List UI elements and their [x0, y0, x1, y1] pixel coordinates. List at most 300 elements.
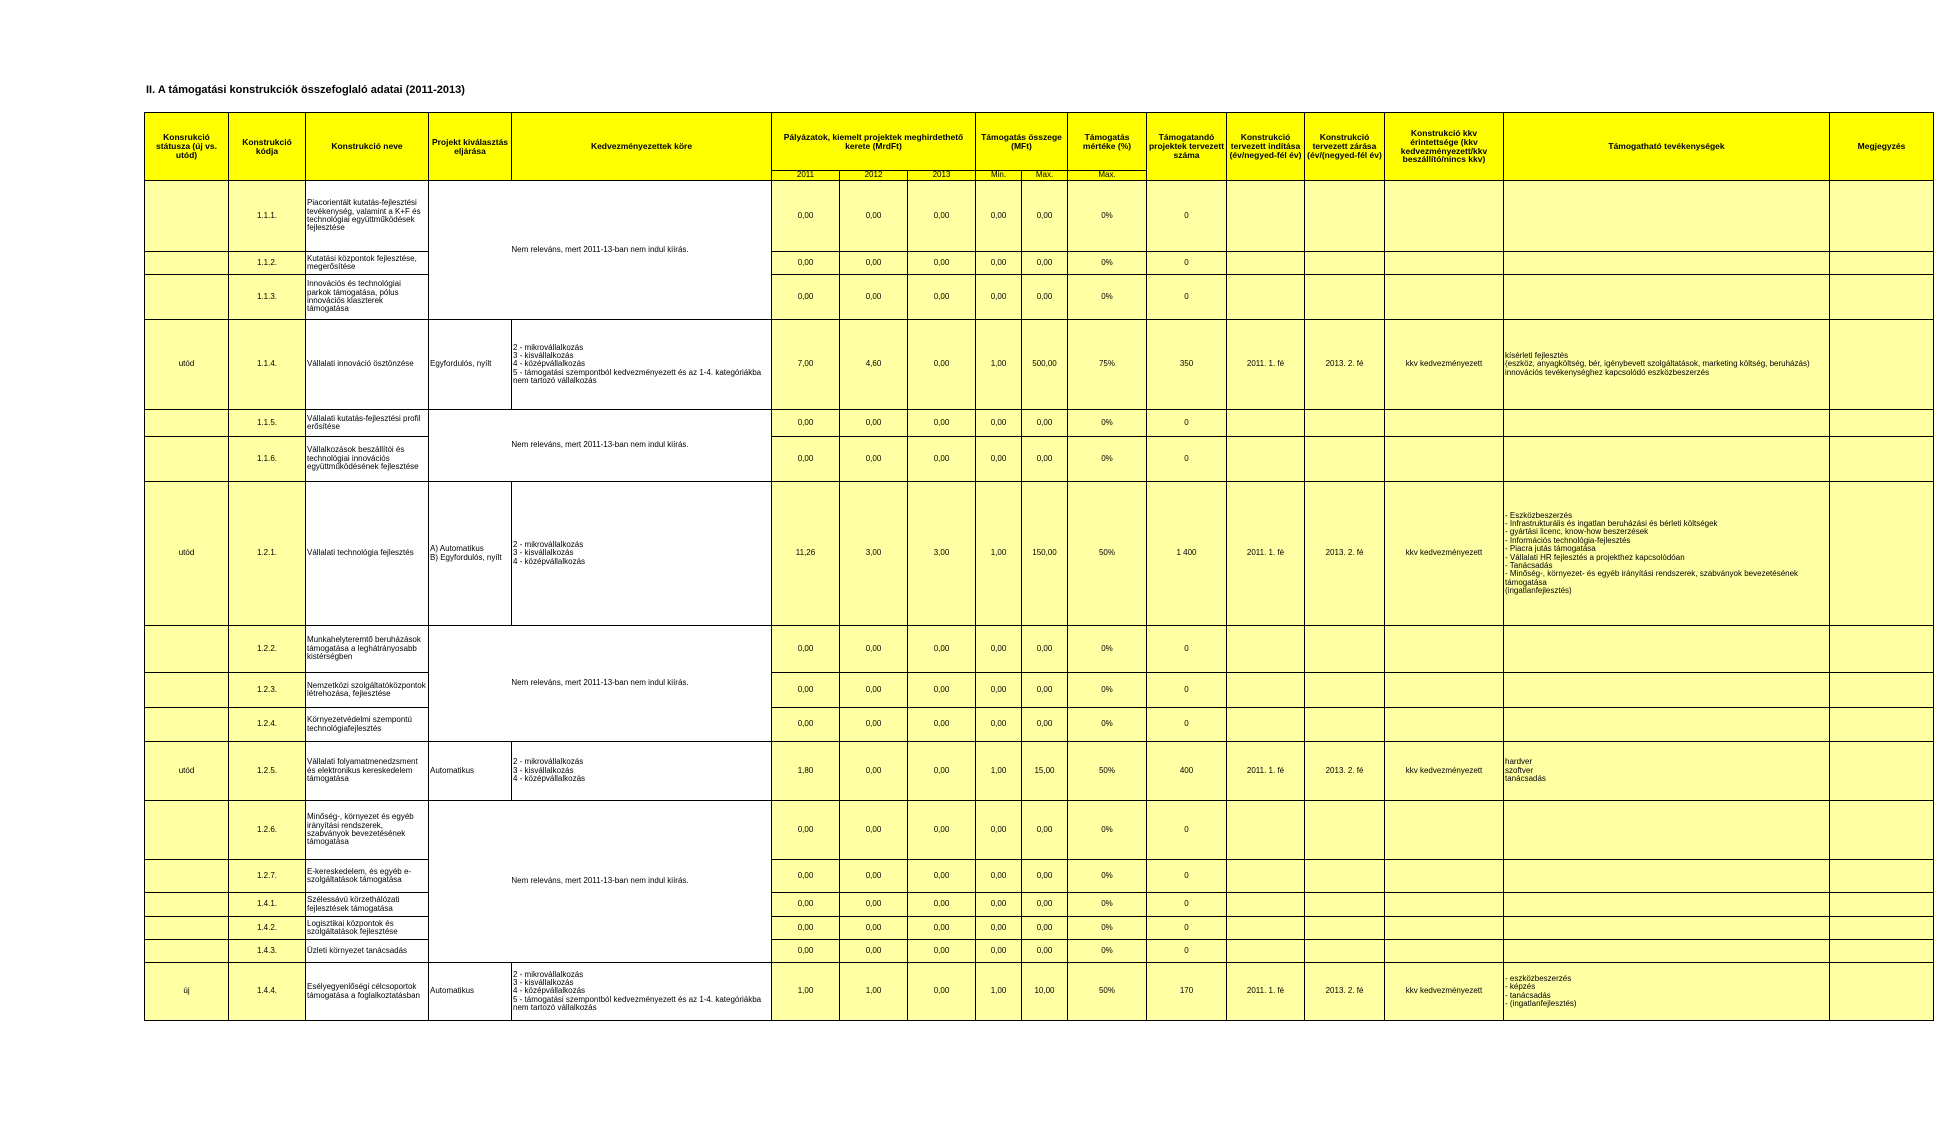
max-amount-cell: 0,00	[1022, 252, 1068, 275]
sme-cell: kkv kedvezményezett	[1385, 482, 1504, 626]
code-cell: 1.1.6.	[229, 437, 306, 482]
status-cell	[145, 801, 229, 860]
notes-cell	[1830, 181, 1934, 252]
header-name: Konstrukció neve	[306, 113, 429, 181]
start-cell: 2011. 1. fé	[1227, 742, 1305, 801]
support-rate-cell: 0%	[1068, 673, 1147, 708]
code-cell: 1.2.1.	[229, 482, 306, 626]
name-cell: Esélyegyenlőségi célcsoportok támogatása a foglalkoztatásban	[306, 963, 429, 1021]
support-rate-cell: 0%	[1068, 181, 1147, 252]
header-sme: Konstrukció kkv érintettsége (kkv kedvezményezett/kkv beszállító/nincs kkv)	[1385, 113, 1504, 181]
name-cell: Piacorientált kutatás-fejlesztési tevékenység, valamint a K+F és technológiai együttműködések fejlesztése	[306, 181, 429, 252]
activities-cell	[1504, 917, 1830, 940]
not-relevant-note: Nem releváns, mert 2011-13-ban nem indul kiírás.	[429, 181, 772, 320]
page-title: II. A támogatási konstrukciók összefoglaló adatai (2011-2013)	[146, 84, 465, 96]
notes-cell	[1830, 860, 1934, 893]
support-rate-cell: 50%	[1068, 963, 1147, 1021]
activities-cell	[1504, 410, 1830, 437]
max-amount-cell: 150,00	[1022, 482, 1068, 626]
budget-2013-cell: 0,00	[908, 860, 976, 893]
support-rate-cell: 75%	[1068, 320, 1147, 410]
max-amount-cell: 0,00	[1022, 275, 1068, 320]
header-start: Konstrukció tervezett indítása (év/negyed-fél év)	[1227, 113, 1305, 181]
header-end: Konstrukció tervezett zárása (év/(negyed-fél év)	[1305, 113, 1385, 181]
status-cell	[145, 410, 229, 437]
sme-cell	[1385, 626, 1504, 673]
table-row	[145, 940, 1934, 963]
notes-cell	[1830, 801, 1934, 860]
projects-count-cell: 0	[1147, 275, 1227, 320]
max-amount-cell: 0,00	[1022, 708, 1068, 742]
max-amount-cell: 0,00	[1022, 860, 1068, 893]
status-cell	[145, 673, 229, 708]
min-amount-cell: 0,00	[976, 860, 1022, 893]
projects-count-cell: 170	[1147, 963, 1227, 1021]
end-cell	[1305, 860, 1385, 893]
start-cell	[1227, 940, 1305, 963]
table-row	[145, 320, 1934, 410]
min-amount-cell: 0,00	[976, 275, 1022, 320]
end-cell: 2013. 2. fé	[1305, 742, 1385, 801]
end-cell	[1305, 181, 1385, 252]
activities-cell	[1504, 252, 1830, 275]
header-beneficiaries: Kedvezményezettek köre	[512, 113, 772, 181]
start-cell	[1227, 860, 1305, 893]
code-cell: 1.1.4.	[229, 320, 306, 410]
start-cell	[1227, 801, 1305, 860]
end-cell	[1305, 893, 1385, 917]
max-amount-cell: 0,00	[1022, 940, 1068, 963]
budget-2012-cell: 0,00	[840, 437, 908, 482]
projects-count-cell: 0	[1147, 893, 1227, 917]
notes-cell	[1830, 742, 1934, 801]
header-projects: Támogatandó projektek tervezett száma	[1147, 113, 1227, 181]
not-relevant-note: Nem releváns, mert 2011-13-ban nem indul kiírás.	[429, 626, 772, 742]
end-cell: 2013. 2. fé	[1305, 963, 1385, 1021]
notes-cell	[1830, 917, 1934, 940]
activities-cell: - Eszközbeszerzés - Infrastrukturális és ingatlan beruházási és bérleti költségek - gyártási licenc, know-how beszerzések - Információs technológia-fejlesztés - Piacra jutás támogatása - Vállalati HR fejlesztés a projekthez kapcsolódóan - Tanácsadás - Minőség-, környezet- és egyéb irányítási rendszerek, szabványok bevezetésének támogatása (ingatlanfejlesztés)	[1504, 482, 1830, 626]
min-amount-cell: 0,00	[976, 940, 1022, 963]
budget-2011-cell: 0,00	[772, 673, 840, 708]
code-cell: 1.2.3.	[229, 673, 306, 708]
budget-2011-cell: 0,00	[772, 181, 840, 252]
header-year-2013: 2013	[908, 171, 976, 181]
budget-2011-cell: 1,00	[772, 963, 840, 1021]
name-cell: Üzleti környezet tanácsadás	[306, 940, 429, 963]
support-rate-cell: 0%	[1068, 708, 1147, 742]
budget-2013-cell: 0,00	[908, 742, 976, 801]
budget-2013-cell: 0,00	[908, 275, 976, 320]
sme-cell	[1385, 708, 1504, 742]
min-amount-cell: 0,00	[976, 410, 1022, 437]
status-cell	[145, 181, 229, 252]
budget-2012-cell: 0,00	[840, 626, 908, 673]
start-cell	[1227, 437, 1305, 482]
code-cell: 1.1.3.	[229, 275, 306, 320]
notes-cell	[1830, 437, 1934, 482]
budget-2012-cell: 0,00	[840, 860, 908, 893]
header-year-2012: 2012	[840, 171, 908, 181]
projects-count-cell: 0	[1147, 917, 1227, 940]
name-cell: Környezetvédelmi szempontú technológiafejlesztés	[306, 708, 429, 742]
budget-2013-cell: 0,00	[908, 963, 976, 1021]
start-cell	[1227, 275, 1305, 320]
budget-2011-cell: 7,00	[772, 320, 840, 410]
budget-2012-cell: 0,00	[840, 801, 908, 860]
projects-count-cell: 0	[1147, 860, 1227, 893]
start-cell	[1227, 673, 1305, 708]
start-cell	[1227, 181, 1305, 252]
status-cell	[145, 708, 229, 742]
budget-2011-cell: 0,00	[772, 893, 840, 917]
selection-cell: A) Automatikus B) Egyfordulós, nyílt	[429, 482, 512, 626]
budget-2011-cell: 0,00	[772, 940, 840, 963]
activities-cell	[1504, 181, 1830, 252]
budget-2012-cell: 0,00	[840, 275, 908, 320]
selection-cell: Automatikus	[429, 742, 512, 801]
activities-cell	[1504, 893, 1830, 917]
sme-cell	[1385, 181, 1504, 252]
table-row	[145, 742, 1934, 801]
support-rate-cell: 50%	[1068, 482, 1147, 626]
notes-cell	[1830, 940, 1934, 963]
end-cell	[1305, 410, 1385, 437]
header-support-amount: Támogatás összege (MFt)	[976, 113, 1068, 171]
name-cell: Szélessávú körzethálózati fejlesztések támogatása	[306, 893, 429, 917]
notes-cell	[1830, 963, 1934, 1021]
sme-cell	[1385, 252, 1504, 275]
support-rate-cell: 0%	[1068, 940, 1147, 963]
header-selection: Projekt kiválasztás eljárása	[429, 113, 512, 181]
end-cell	[1305, 917, 1385, 940]
sme-cell	[1385, 437, 1504, 482]
start-cell	[1227, 893, 1305, 917]
notes-cell	[1830, 252, 1934, 275]
activities-cell	[1504, 673, 1830, 708]
budget-2013-cell: 0,00	[908, 320, 976, 410]
projects-count-cell: 350	[1147, 320, 1227, 410]
sme-cell: kkv kedvezményezett	[1385, 742, 1504, 801]
projects-count-cell: 0	[1147, 181, 1227, 252]
projects-count-cell: 0	[1147, 410, 1227, 437]
min-amount-cell: 0,00	[976, 917, 1022, 940]
budget-2013-cell: 3,00	[908, 482, 976, 626]
max-amount-cell: 10,00	[1022, 963, 1068, 1021]
beneficiaries-cell: 2 - mikrovállalkozás 3 - kisvállalkozás 4 - középvállalkozás	[512, 482, 772, 626]
table-row	[145, 893, 1934, 917]
start-cell: 2011. 1. fé	[1227, 320, 1305, 410]
status-cell: utód	[145, 320, 229, 410]
code-cell: 1.1.5.	[229, 410, 306, 437]
sme-cell	[1385, 917, 1504, 940]
table-row	[145, 708, 1934, 742]
activities-cell	[1504, 708, 1830, 742]
min-amount-cell: 0,00	[976, 673, 1022, 708]
budget-2013-cell: 0,00	[908, 437, 976, 482]
budget-2012-cell: 3,00	[840, 482, 908, 626]
min-amount-cell: 0,00	[976, 181, 1022, 252]
budget-2012-cell: 0,00	[840, 742, 908, 801]
budget-2011-cell: 0,00	[772, 801, 840, 860]
selection-cell: Automatikus	[429, 963, 512, 1021]
status-cell	[145, 893, 229, 917]
support-rate-cell: 0%	[1068, 893, 1147, 917]
code-cell: 1.4.4.	[229, 963, 306, 1021]
notes-cell	[1830, 893, 1934, 917]
header-rate-max: Max.	[1068, 171, 1147, 181]
not-relevant-note: Nem releváns, mert 2011-13-ban nem indul kiírás.	[429, 410, 772, 482]
min-amount-cell: 0,00	[976, 437, 1022, 482]
projects-count-cell: 400	[1147, 742, 1227, 801]
activities-cell: kísérleti fejlesztés (eszköz, anyagköltség, bér, igénybevett szolgáltatások, marketing költség, beruházás) innovációs tevékenységhez kapcsolódó eszközbeszerzés	[1504, 320, 1830, 410]
name-cell: Logisztikai központok és szolgáltatások fejlesztése	[306, 917, 429, 940]
projects-count-cell: 0	[1147, 801, 1227, 860]
code-cell: 1.4.2.	[229, 917, 306, 940]
budget-2012-cell: 0,00	[840, 410, 908, 437]
status-cell: új	[145, 963, 229, 1021]
end-cell	[1305, 940, 1385, 963]
projects-count-cell: 0	[1147, 673, 1227, 708]
budget-2013-cell: 0,00	[908, 917, 976, 940]
budget-2012-cell: 0,00	[840, 673, 908, 708]
status-cell	[145, 940, 229, 963]
min-amount-cell: 0,00	[976, 893, 1022, 917]
max-amount-cell: 0,00	[1022, 893, 1068, 917]
header-max: Max.	[1022, 171, 1068, 181]
code-cell: 1.2.6.	[229, 801, 306, 860]
max-amount-cell: 0,00	[1022, 917, 1068, 940]
beneficiaries-cell: 2 - mikrovállalkozás 3 - kisvállalkozás 4 - középvállalkozás 5 - támogatási szempontból kedvezményezett és az 1-4. kategóriákba nem tartozó vállalkozás	[512, 320, 772, 410]
budget-2011-cell: 0,00	[772, 626, 840, 673]
code-cell: 1.2.7.	[229, 860, 306, 893]
end-cell	[1305, 275, 1385, 320]
start-cell	[1227, 708, 1305, 742]
status-cell	[145, 860, 229, 893]
table-row	[145, 860, 1934, 893]
status-cell	[145, 437, 229, 482]
table-row	[145, 437, 1934, 482]
name-cell: Innovációs és technológiai parkok támogatása, pólus innovációs klaszterek támogatása	[306, 275, 429, 320]
support-rate-cell: 0%	[1068, 626, 1147, 673]
start-cell	[1227, 252, 1305, 275]
start-cell	[1227, 410, 1305, 437]
notes-cell	[1830, 673, 1934, 708]
sme-cell	[1385, 275, 1504, 320]
sme-cell: kkv kedvezményezett	[1385, 963, 1504, 1021]
max-amount-cell: 500,00	[1022, 320, 1068, 410]
budget-2013-cell: 0,00	[908, 893, 976, 917]
min-amount-cell: 0,00	[976, 708, 1022, 742]
status-cell	[145, 626, 229, 673]
activities-cell	[1504, 437, 1830, 482]
name-cell: Vállalati folyamatmenedzsment és elektronikus kereskedelem támogatása	[306, 742, 429, 801]
end-cell	[1305, 437, 1385, 482]
start-cell: 2011. 1. fé	[1227, 963, 1305, 1021]
notes-cell	[1830, 410, 1934, 437]
sme-cell	[1385, 673, 1504, 708]
beneficiaries-cell: 2 - mikrovállalkozás 3 - kisvállalkozás 4 - középvállalkozás	[512, 742, 772, 801]
budget-2012-cell: 0,00	[840, 893, 908, 917]
code-cell: 1.4.3.	[229, 940, 306, 963]
min-amount-cell: 0,00	[976, 801, 1022, 860]
min-amount-cell: 1,00	[976, 742, 1022, 801]
notes-cell	[1830, 626, 1934, 673]
header-budget: Pályázatok, kiemelt projektek meghirdethető kerete (MrdFt)	[772, 113, 976, 171]
support-rate-cell: 0%	[1068, 252, 1147, 275]
table-row	[145, 275, 1934, 320]
activities-cell	[1504, 275, 1830, 320]
end-cell	[1305, 252, 1385, 275]
budget-2012-cell: 0,00	[840, 708, 908, 742]
projects-count-cell: 1 400	[1147, 482, 1227, 626]
header-code: Konstrukció kódja	[229, 113, 306, 181]
budget-2012-cell: 0,00	[840, 252, 908, 275]
status-cell: utód	[145, 742, 229, 801]
min-amount-cell: 1,00	[976, 963, 1022, 1021]
name-cell: Munkahelyteremtő beruházások támogatása a leghátrányosabb kistérségben	[306, 626, 429, 673]
budget-2013-cell: 0,00	[908, 410, 976, 437]
start-cell	[1227, 626, 1305, 673]
budget-2011-cell: 1,80	[772, 742, 840, 801]
min-amount-cell: 1,00	[976, 320, 1022, 410]
activities-cell	[1504, 940, 1830, 963]
budget-2013-cell: 0,00	[908, 801, 976, 860]
name-cell: Vállalkozások beszállítói és technológiai innovációs együttműködésének fejlesztése	[306, 437, 429, 482]
name-cell: Vállalati kutatás-fejlesztési profil erősítése	[306, 410, 429, 437]
table-row	[145, 410, 1934, 437]
budget-2012-cell: 4,60	[840, 320, 908, 410]
name-cell: Nemzetközi szolgáltatóközpontok létrehozása, fejlesztése	[306, 673, 429, 708]
name-cell: Vállalati innováció ösztönzése	[306, 320, 429, 410]
code-cell: 1.1.1.	[229, 181, 306, 252]
code-cell: 1.2.4.	[229, 708, 306, 742]
max-amount-cell: 0,00	[1022, 181, 1068, 252]
table-body	[145, 181, 1934, 1021]
min-amount-cell: 0,00	[976, 252, 1022, 275]
budget-2013-cell: 0,00	[908, 181, 976, 252]
code-cell: 1.2.5.	[229, 742, 306, 801]
code-cell: 1.2.2.	[229, 626, 306, 673]
projects-count-cell: 0	[1147, 252, 1227, 275]
notes-cell	[1830, 275, 1934, 320]
sme-cell: kkv kedvezményezett	[1385, 320, 1504, 410]
notes-cell	[1830, 482, 1934, 626]
support-rate-cell: 0%	[1068, 437, 1147, 482]
support-rate-cell: 0%	[1068, 801, 1147, 860]
summary-table	[144, 112, 1934, 1021]
budget-2013-cell: 0,00	[908, 940, 976, 963]
budget-2011-cell: 0,00	[772, 437, 840, 482]
notes-cell	[1830, 708, 1934, 742]
header-year-2011: 2011	[772, 171, 840, 181]
max-amount-cell: 15,00	[1022, 742, 1068, 801]
projects-count-cell: 0	[1147, 708, 1227, 742]
sme-cell	[1385, 860, 1504, 893]
code-cell: 1.4.1.	[229, 893, 306, 917]
projects-count-cell: 0	[1147, 940, 1227, 963]
min-amount-cell: 0,00	[976, 626, 1022, 673]
budget-2012-cell: 0,00	[840, 917, 908, 940]
budget-2011-cell: 0,00	[772, 275, 840, 320]
table-row	[145, 801, 1934, 860]
sme-cell	[1385, 410, 1504, 437]
status-cell	[145, 252, 229, 275]
not-relevant-note: Nem releváns, mert 2011-13-ban nem indul kiírás.	[429, 801, 772, 963]
projects-count-cell: 0	[1147, 437, 1227, 482]
table-row	[145, 252, 1934, 275]
budget-2011-cell: 0,00	[772, 860, 840, 893]
budget-2011-cell: 0,00	[772, 252, 840, 275]
activities-cell	[1504, 801, 1830, 860]
budget-2012-cell: 0,00	[840, 181, 908, 252]
table-row	[145, 963, 1934, 1021]
table-row	[145, 917, 1934, 940]
budget-2013-cell: 0,00	[908, 673, 976, 708]
budget-2013-cell: 0,00	[908, 252, 976, 275]
support-rate-cell: 0%	[1068, 275, 1147, 320]
header-min: Min.	[976, 171, 1022, 181]
budget-2011-cell: 11,26	[772, 482, 840, 626]
support-rate-cell: 0%	[1068, 410, 1147, 437]
support-rate-cell: 50%	[1068, 742, 1147, 801]
start-cell: 2011. 1. fé	[1227, 482, 1305, 626]
support-rate-cell: 0%	[1068, 917, 1147, 940]
max-amount-cell: 0,00	[1022, 673, 1068, 708]
table-row	[145, 482, 1934, 626]
max-amount-cell: 0,00	[1022, 801, 1068, 860]
header-activities: Támogatható tevékenységek	[1504, 113, 1830, 181]
budget-2011-cell: 0,00	[772, 410, 840, 437]
status-cell: utód	[145, 482, 229, 626]
max-amount-cell: 0,00	[1022, 410, 1068, 437]
header-notes: Megjegyzés	[1830, 113, 1934, 181]
sme-cell	[1385, 893, 1504, 917]
sme-cell	[1385, 801, 1504, 860]
activities-cell	[1504, 626, 1830, 673]
name-cell: Vállalati technológia fejlesztés	[306, 482, 429, 626]
name-cell: Minőség-, környezet és egyéb irányítási rendszerek, szabványok bevezetésének támogatása	[306, 801, 429, 860]
table-row	[145, 626, 1934, 673]
end-cell	[1305, 708, 1385, 742]
budget-2012-cell: 0,00	[840, 940, 908, 963]
projects-count-cell: 0	[1147, 626, 1227, 673]
header-support-rate: Támogatás mértéke (%)	[1068, 113, 1147, 171]
min-amount-cell: 1,00	[976, 482, 1022, 626]
activities-cell: hardver szoftver tanácsadás	[1504, 742, 1830, 801]
budget-2013-cell: 0,00	[908, 626, 976, 673]
max-amount-cell: 0,00	[1022, 437, 1068, 482]
selection-cell: Egyfordulós, nyílt	[429, 320, 512, 410]
budget-2011-cell: 0,00	[772, 917, 840, 940]
end-cell	[1305, 801, 1385, 860]
notes-cell	[1830, 320, 1934, 410]
name-cell: Kutatási központok fejlesztése, megerősítése	[306, 252, 429, 275]
sme-cell	[1385, 940, 1504, 963]
name-cell: E-kereskedelem, és egyéb e-szolgáltatások támogatása	[306, 860, 429, 893]
end-cell	[1305, 673, 1385, 708]
header-status: Konsrukció státusza (új vs. utód)	[145, 113, 229, 181]
start-cell	[1227, 917, 1305, 940]
budget-2011-cell: 0,00	[772, 708, 840, 742]
status-cell	[145, 275, 229, 320]
end-cell: 2013. 2. fé	[1305, 320, 1385, 410]
activities-cell: - eszközbeszerzés - képzés - tanácsadás - (ingatlanfejlesztés)	[1504, 963, 1830, 1021]
end-cell	[1305, 626, 1385, 673]
table-row	[145, 181, 1934, 252]
status-cell	[145, 917, 229, 940]
end-cell: 2013. 2. fé	[1305, 482, 1385, 626]
code-cell: 1.1.2.	[229, 252, 306, 275]
